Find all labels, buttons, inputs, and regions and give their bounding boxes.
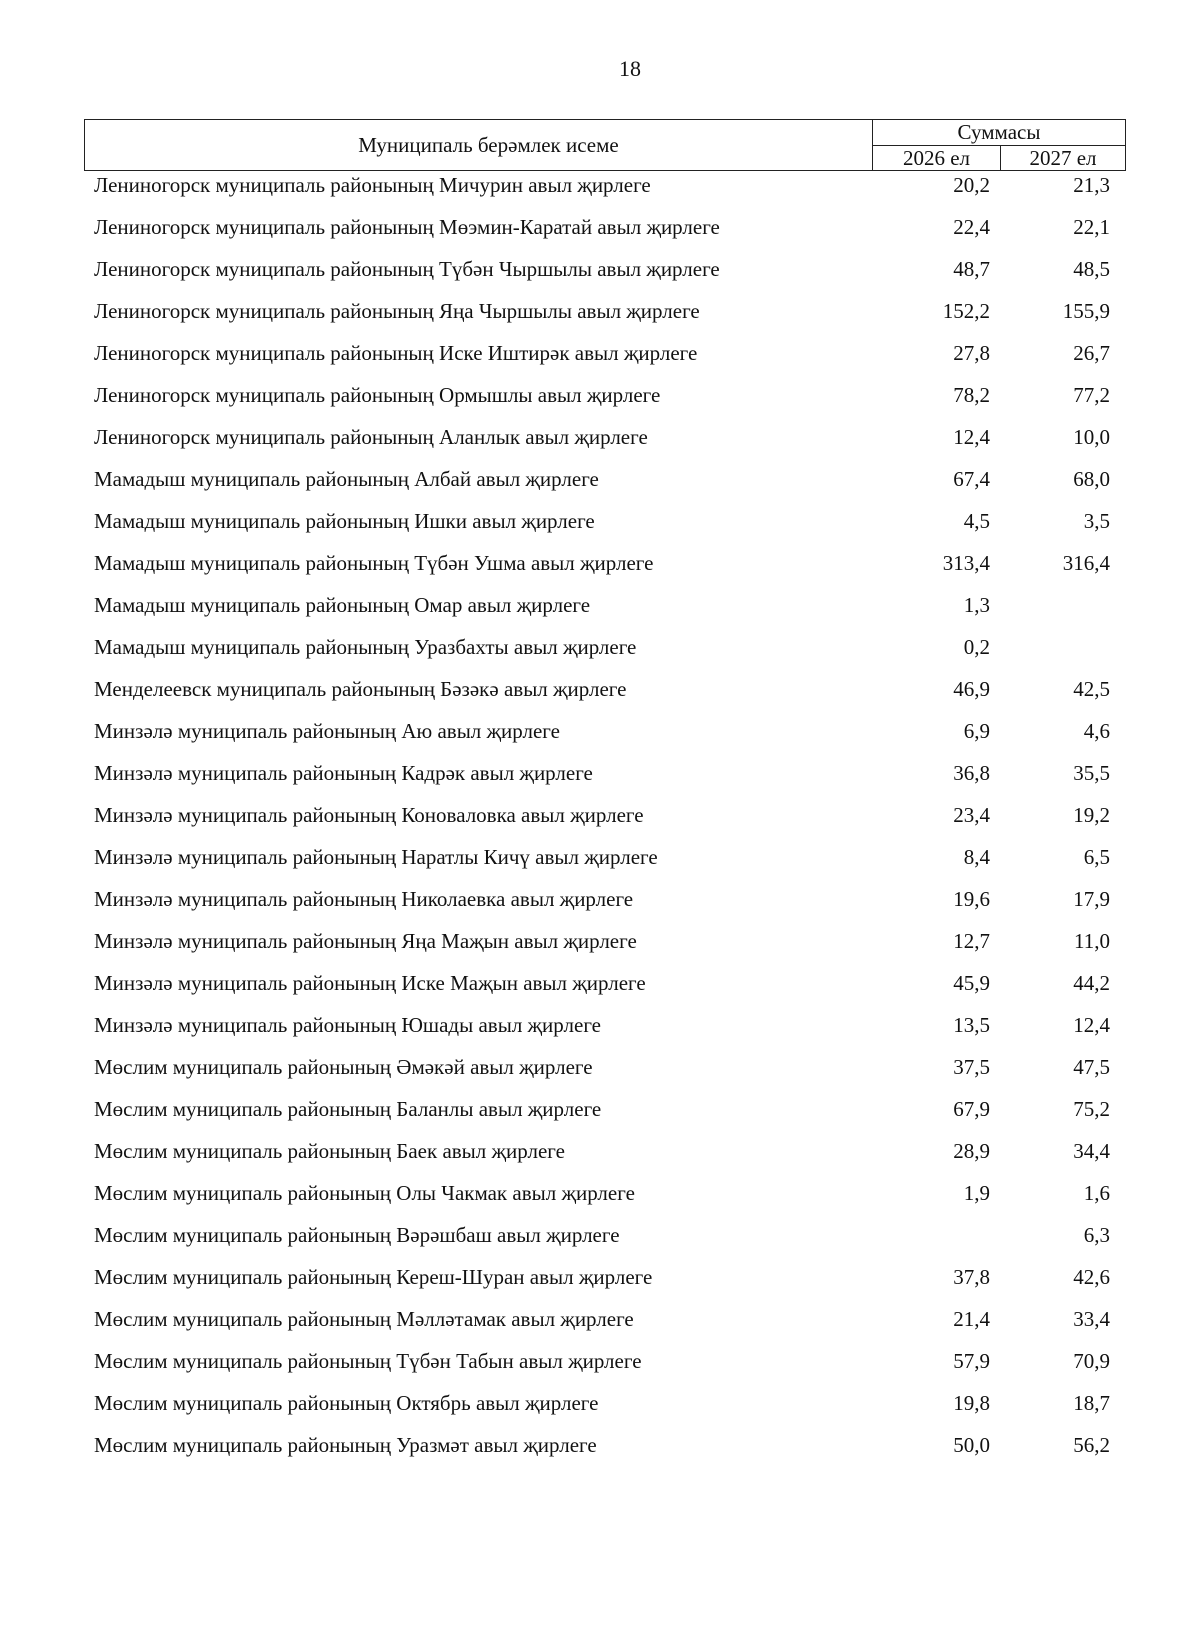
amount-2027: 6,3: [1083, 1223, 1110, 1247]
table-row: [0, 340, 1200, 382]
table-row: [0, 1138, 1200, 1180]
amount-2026: 37,5: [953, 1055, 990, 1079]
amount-2027: 17,9: [1073, 887, 1110, 911]
municipality-name: Мөслим муниципаль районының Баек авыл җирлеге: [94, 1139, 565, 1163]
amount-2027: 33,4: [1073, 1307, 1110, 1331]
table-row: [0, 928, 1200, 970]
municipality-name: Лениногорск муниципаль районының Аланлык авыл җирлеге: [94, 425, 648, 449]
municipality-name: Лениногорск муниципаль районының Ормышлы авыл җирлеге: [94, 383, 661, 407]
header-year-2026: 2026 ел: [873, 146, 1001, 171]
table-row: [0, 1054, 1200, 1096]
header-year-2027: 2027 ел: [1029, 146, 1097, 170]
header-sum: Суммасы: [873, 120, 1125, 146]
table-body: [0, 172, 1200, 1474]
amount-2026: 1,3: [963, 593, 990, 617]
amount-2026: 45,9: [953, 971, 990, 995]
table-row: [0, 1096, 1200, 1138]
table-row: [0, 592, 1200, 634]
municipality-name: Мамадыш муниципаль районының Ишки авыл җирлеге: [94, 509, 595, 533]
amount-2027: 6,5: [1083, 845, 1110, 869]
amount-2026: 37,8: [953, 1265, 990, 1289]
amount-2027: 316,4: [1062, 551, 1110, 575]
table-row: [0, 1264, 1200, 1306]
amount-2026: 46,9: [953, 677, 990, 701]
amount-2027: 68,0: [1073, 467, 1110, 491]
amount-2026: 78,2: [953, 383, 990, 407]
municipality-name: Мамадыш муниципаль районының Уразбахты авыл җирлеге: [94, 635, 637, 659]
table-row: [0, 1180, 1200, 1222]
municipality-name: Лениногорск муниципаль районының Мөэмин-Каратай авыл җирлеге: [94, 215, 720, 239]
amount-2026: 36,8: [953, 761, 990, 785]
amount-2027: 22,1: [1073, 215, 1110, 239]
table-row: [0, 718, 1200, 760]
table-row: [0, 1390, 1200, 1432]
amount-2026: 0,2: [963, 635, 990, 659]
amount-2026: 13,5: [953, 1013, 990, 1037]
table-row: [0, 634, 1200, 676]
amount-2027: 18,7: [1073, 1391, 1110, 1415]
amount-2026: 48,7: [953, 257, 990, 281]
municipality-name: Мамадыш муниципаль районының Албай авыл җирлеге: [94, 467, 599, 491]
table-row: [0, 214, 1200, 256]
table-row: [0, 676, 1200, 718]
municipality-name: Мөслим муниципаль районының Баланлы авыл җирлеге: [94, 1097, 602, 1121]
amount-2027: 155,9: [1062, 299, 1110, 323]
municipality-name: Мөслим муниципаль районының Уразмәт авыл җирлеге: [94, 1433, 597, 1457]
amount-2027: 42,6: [1073, 1265, 1110, 1289]
municipality-name: Минзәлә муниципаль районының Яңа Маҗын авыл җирлеге: [94, 929, 637, 953]
amount-2027: 26,7: [1073, 341, 1110, 365]
amount-2027: 34,4: [1073, 1139, 1110, 1163]
amount-2026: 313,4: [942, 551, 990, 575]
amount-2027: 70,9: [1073, 1349, 1110, 1373]
municipality-name: Минзәлә муниципаль районының Аю авыл җирлеге: [94, 719, 560, 743]
table-row: [0, 1306, 1200, 1348]
amount-2026: 23,4: [953, 803, 990, 827]
municipality-name: Мөслим муниципаль районының Вәрәшбаш авыл җирлеге: [94, 1223, 620, 1247]
table-row: [0, 298, 1200, 340]
amount-2026: 67,9: [953, 1097, 990, 1121]
amount-2026: 21,4: [953, 1307, 990, 1331]
amount-2027: 21,3: [1073, 173, 1110, 197]
table-row: [0, 844, 1200, 886]
table-row: [0, 424, 1200, 466]
amount-2027: 44,2: [1073, 971, 1110, 995]
amount-2026: 152,2: [942, 299, 990, 323]
amount-2026: 1,9: [963, 1181, 990, 1205]
amount-2027: 47,5: [1073, 1055, 1110, 1079]
table-row: [0, 886, 1200, 928]
amount-2026: 57,9: [953, 1349, 990, 1373]
amount-2026: 12,7: [953, 929, 990, 953]
amount-2026: 12,4: [953, 425, 990, 449]
table-row: [0, 256, 1200, 298]
amount-2027: 48,5: [1073, 257, 1110, 281]
municipality-name: Лениногорск муниципаль районының Яңа Чыршылы авыл җирлеге: [94, 299, 700, 323]
table-row: [0, 172, 1200, 214]
municipality-name: Минзәлә муниципаль районының Николаевка авыл җирлеге: [94, 887, 634, 911]
table-row: [0, 1432, 1200, 1474]
municipality-name: Менделеевск муниципаль районының Бәзәкә авыл җирлеге: [94, 677, 627, 701]
municipality-name: Мамадыш муниципаль районының Омар авыл җирлеге: [94, 593, 591, 617]
amount-2027: 11,0: [1074, 929, 1110, 953]
municipality-name: Мамадыш муниципаль районының Түбән Ушма авыл җирлеге: [94, 551, 654, 575]
table-row: [0, 760, 1200, 802]
amount-2027: 75,2: [1073, 1097, 1110, 1121]
municipality-name: Мөслим муниципаль районының Әмәкәй авыл җирлеге: [94, 1055, 593, 1079]
table-row: [0, 382, 1200, 424]
municipality-name: Лениногорск муниципаль районының Мичурин авыл җирлеге: [94, 173, 651, 197]
table-row: [0, 802, 1200, 844]
amount-2026: 27,8: [953, 341, 990, 365]
amount-2027: 4,6: [1083, 719, 1110, 743]
amount-2027: 19,2: [1073, 803, 1110, 827]
municipality-name: Лениногорск муниципаль районының Иске Иштирәк авыл җирлеге: [94, 341, 698, 365]
table-row: [0, 1222, 1200, 1264]
amount-2026: 22,4: [953, 215, 990, 239]
amount-2026: 19,6: [953, 887, 990, 911]
municipality-name: Минзәлә муниципаль районының Кадрәк авыл җирлеге: [94, 761, 593, 785]
table-row: [0, 508, 1200, 550]
amount-2027: 77,2: [1073, 383, 1110, 407]
municipality-name: Лениногорск муниципаль районының Түбән Чыршылы авыл җирлеге: [94, 257, 720, 281]
municipality-name: Мөслим муниципаль районының Кереш-Шуран авыл җирлеге: [94, 1265, 653, 1289]
amount-2027: 35,5: [1073, 761, 1110, 785]
municipality-name: Минзәлә муниципаль районының Наратлы Кичү авыл җирлеге: [94, 845, 658, 869]
table-header: [84, 119, 1126, 171]
municipality-name: Мөслим муниципаль районының Мәлләтамак авыл җирлеге: [94, 1307, 634, 1331]
table-row: [0, 550, 1200, 592]
municipality-name: Мөслим муниципаль районының Октябрь авыл җирлеге: [94, 1391, 599, 1415]
table-row: [0, 970, 1200, 1012]
amount-2027: 56,2: [1073, 1433, 1110, 1457]
amount-2026: 6,9: [963, 719, 990, 743]
amount-2026: 20,2: [953, 173, 990, 197]
header-municipality-name: Муниципаль берәмлек исеме: [85, 120, 873, 170]
amount-2026: 67,4: [953, 467, 990, 491]
amount-2026: 50,0: [953, 1433, 990, 1457]
amount-2026: 4,5: [963, 509, 990, 533]
municipality-name: Минзәлә муниципаль районының Юшады авыл җирлеге: [94, 1013, 601, 1037]
amount-2027: 12,4: [1073, 1013, 1110, 1037]
municipality-name: Мөслим муниципаль районының Түбән Табын авыл җирлеге: [94, 1349, 642, 1373]
page-number: 18: [619, 56, 641, 81]
table-row: [0, 1348, 1200, 1390]
amount-2027: 3,5: [1083, 509, 1110, 533]
amount-2026: 28,9: [953, 1139, 990, 1163]
municipality-name: Мөслим муниципаль районының Олы Чакмак авыл җирлеге: [94, 1181, 635, 1205]
amount-2026: 19,8: [953, 1391, 990, 1415]
amount-2026: 8,4: [963, 845, 990, 869]
table-row: [0, 1012, 1200, 1054]
municipality-name: Минзәлә муниципаль районының Коноваловка авыл җирлеге: [94, 803, 644, 827]
amount-2027: 42,5: [1073, 677, 1110, 701]
municipality-name: Минзәлә муниципаль районының Иске Маҗын авыл җирлеге: [94, 971, 646, 995]
amount-2027: 10,0: [1073, 425, 1110, 449]
amount-2027: 1,6: [1083, 1181, 1110, 1205]
table-row: [0, 466, 1200, 508]
